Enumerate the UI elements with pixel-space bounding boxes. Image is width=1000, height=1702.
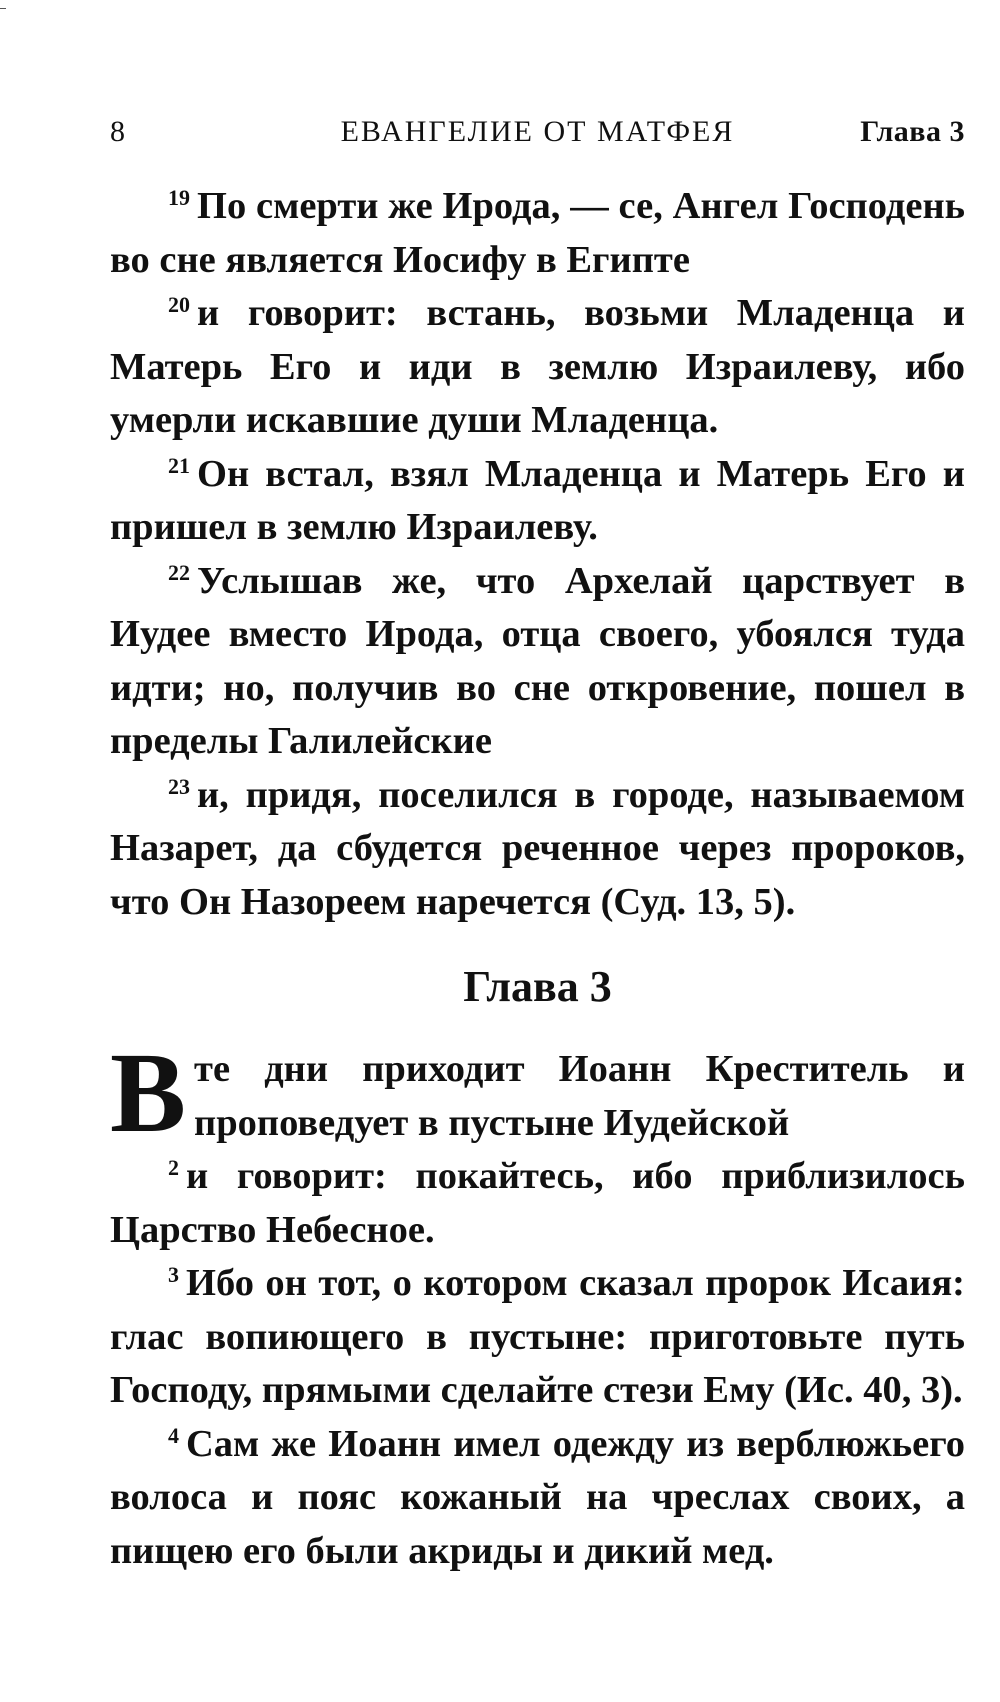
verse-19: [110, 180, 965, 287]
verse-body: и говорит: встань, возьми Младенца и Матерь Его и иди в землю Израилеву, ибо умерли искавшие души Младенца.: [110, 292, 965, 441]
chapter-heading: Глава 3: [463, 962, 612, 1011]
verse-body: Услышав же, что Архелай царствует в Иудее вместо Ирода, отца своего, убоялся туда идти; но, получив во сне откровение, пошел в пределы Галилейские: [110, 559, 965, 762]
verse-number: 3: [168, 1262, 179, 1287]
verse-body: Ибо он тот, о котором сказал пророк Исаия: глас вопиющего в пустыне: приготовьте путь Господу, прямыми сделайте стези Ему (Ис. 40, 3).: [110, 1262, 965, 1411]
verse-body: По смерти же Ирода, — се, Ангел Господень во сне является Иосифу в Египте: [110, 185, 965, 281]
verse-number: 21: [168, 452, 190, 478]
verse-number: 20: [168, 292, 190, 317]
running-head: [110, 110, 965, 154]
drop-cap: В: [110, 1029, 187, 1156]
verse-1: [110, 1029, 965, 1156]
verse-20: [110, 287, 965, 448]
verse-body: Сам же Иоанн имел одежду из верблюжьего волоса и пояс кожаный на чреслах своих, а пищею его были акриды и дикий мед.: [110, 1422, 965, 1572]
verse-body: и, придя, поселился в городе, называемом Назарет, да сбудется реченное через пророков, что Он Назореем наречется (Суд. 13, 5).: [110, 773, 965, 923]
book-title: ЕВАНГЕЛИЕ ОТ МАТФЕЯ: [340, 115, 735, 148]
verse-number: 19: [168, 185, 190, 210]
verse-number: 23: [168, 773, 190, 799]
verse-23: [110, 769, 965, 930]
verse-body: те дни приходит Иоанн Креститель и проповедует в пустыне Иудейской: [194, 1048, 965, 1144]
verse-2: [110, 1150, 965, 1257]
verse-3: [110, 1257, 965, 1418]
book-page: [110, 110, 965, 1578]
running-chapter-label: Глава 3: [860, 115, 965, 148]
scan-edge-mark: [0, 8, 6, 9]
verse-22: [110, 555, 965, 769]
verse-4: [110, 1418, 965, 1579]
verse-body: Он встал, взял Младенца и Матерь Его и пришел в землю Израилеву.: [110, 452, 965, 548]
verse-number: 2: [168, 1155, 179, 1180]
page-number: 8: [110, 115, 126, 148]
verse-number: 22: [168, 559, 190, 585]
verse-body: и говорит: покайтесь, ибо приблизилось Царство Небесное.: [110, 1155, 965, 1251]
verse-21: [110, 448, 965, 555]
verse-text: [110, 180, 965, 1578]
verse-number: 4: [168, 1422, 179, 1448]
